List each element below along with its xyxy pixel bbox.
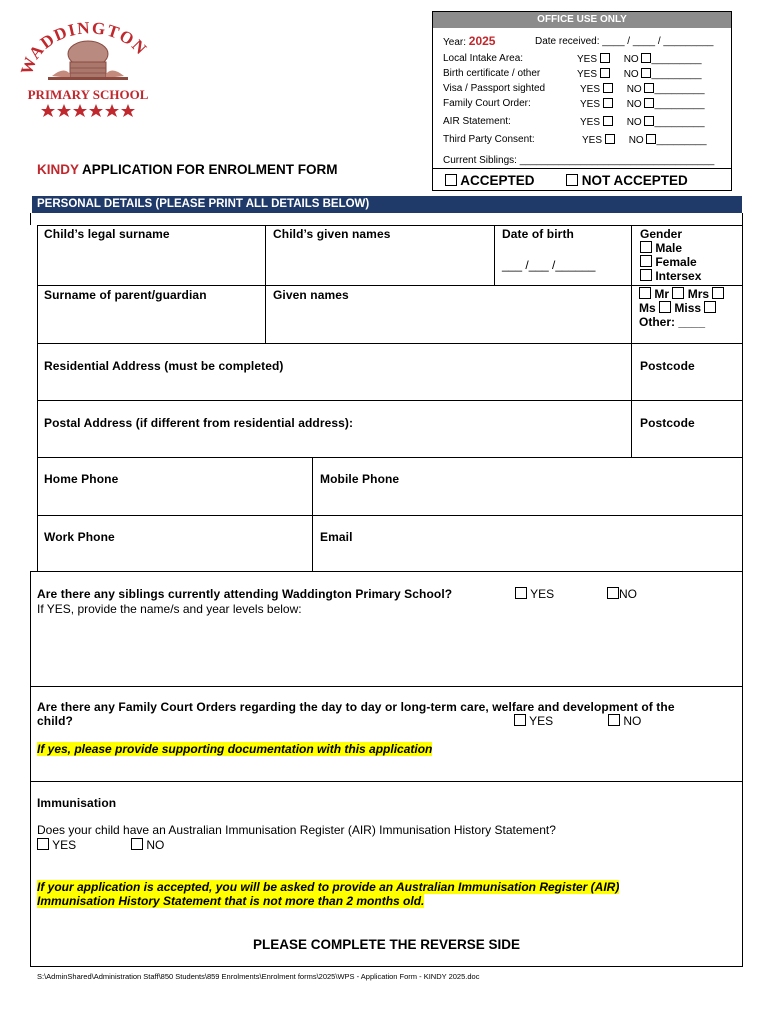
school-crest-icon — [18, 18, 158, 123]
immunisation-note-line1: If your application is accepted, you will be asked to provide an Australian Immunisation Register (AIR) — [37, 880, 620, 894]
office-checkbox[interactable] — [641, 68, 651, 78]
office-checkbox[interactable] — [644, 83, 654, 93]
immunisation-yes-checkbox[interactable] — [37, 838, 49, 850]
divider — [433, 168, 731, 169]
office-use-box — [432, 11, 732, 191]
office-row-label: AIR Statement: — [443, 116, 511, 127]
title-other-field[interactable]: Other: ____ — [639, 315, 706, 329]
office-yes-no: YES NO _________ — [580, 84, 705, 95]
childs-given-names-label: Child’s given names — [273, 227, 391, 241]
office-yes-no: YES NO _________ — [577, 69, 702, 80]
immunisation-yes-option[interactable]: YES — [37, 838, 76, 852]
mobile-phone-field[interactable] — [314, 488, 740, 513]
gender-intersex-option[interactable]: Intersex — [640, 269, 701, 283]
siblings-question: Are there any siblings currently attending Waddington Primary School? — [37, 587, 453, 601]
office-checkbox[interactable] — [644, 98, 654, 108]
residential-address-field[interactable] — [39, 375, 629, 398]
court-yes-checkbox[interactable] — [514, 714, 526, 726]
school-logo — [18, 18, 158, 123]
gender-male-option[interactable]: Male — [640, 241, 701, 255]
female-checkbox[interactable] — [640, 255, 652, 267]
immunisation-no-checkbox[interactable] — [131, 838, 143, 850]
footer-file-path: S:\AdminShared\Administration Staff\850 Students\859 Enrolments\Enrolment forms\2025\WPS - Application Form - KINDY 2025.doc — [37, 972, 480, 981]
gender-female-option[interactable]: Female — [640, 255, 701, 269]
office-year-value: 2025 — [468, 34, 496, 48]
office-row-label: Third Party Consent: — [443, 134, 535, 145]
postal-address-field[interactable] — [39, 432, 629, 455]
school-name-line2: PRIMARY SCHOOL — [27, 87, 149, 102]
siblings-yes-option[interactable]: YES — [515, 587, 554, 601]
postal-address-label: Postal Address (if different from residential address): — [44, 416, 354, 430]
postal-postcode-label: Postcode — [640, 416, 695, 430]
svg-text:WADDINGTON: WADDINGTON — [18, 18, 152, 78]
work-phone-field[interactable] — [39, 546, 310, 569]
office-checkbox[interactable] — [644, 116, 654, 126]
office-checkbox[interactable] — [603, 116, 613, 126]
office-current-siblings: Current Siblings: ___________________________________ — [443, 155, 715, 166]
office-checkbox[interactable] — [646, 134, 656, 144]
siblings-yes-checkbox[interactable] — [515, 587, 527, 599]
parent-surname-field[interactable] — [39, 304, 263, 341]
not-accepted-checkbox[interactable] — [566, 174, 578, 186]
home-phone-label: Home Phone — [44, 472, 119, 486]
office-row-label: Local Intake Area: — [443, 53, 524, 64]
office-checkbox[interactable] — [600, 68, 610, 78]
home-phone-field[interactable] — [39, 488, 310, 513]
title-group: Mr Mrs Ms Miss Other: ____ — [639, 287, 724, 329]
complete-reverse-notice: PLEASE COMPLETE THE REVERSE SIDE — [252, 937, 521, 952]
residential-postcode-label: Postcode — [640, 359, 695, 373]
email-label: Email — [320, 530, 353, 544]
office-yes-no: YES NO _________ — [580, 117, 705, 128]
personal-details-header: PERSONAL DETAILS (PLEASE PRINT ALL DETAILS BELOW) — [32, 196, 742, 213]
not-accepted-option[interactable]: NOT ACCEPTED — [566, 173, 688, 188]
court-yes-option[interactable]: YES — [514, 714, 553, 728]
residential-address-label: Residential Address (must be completed) — [44, 359, 284, 373]
gender-group — [640, 227, 701, 283]
miss-checkbox[interactable] — [704, 301, 716, 313]
office-row-label: Family Court Order: — [443, 98, 531, 109]
office-year-label: Year: 2025 — [443, 34, 496, 48]
mobile-phone-label: Mobile Phone — [320, 472, 400, 486]
immunisation-no-option[interactable]: NO — [131, 838, 164, 852]
parent-given-names-field[interactable] — [267, 304, 629, 341]
siblings-details-field[interactable] — [33, 620, 739, 682]
siblings-subtext: If YES, provide the name/s and year levels below: — [37, 602, 302, 616]
childs-surname-label: Child’s legal surname — [44, 227, 170, 241]
email-field[interactable] — [314, 546, 740, 569]
parent-surname-label: Surname of parent/guardian — [44, 288, 207, 302]
immunisation-note-line2: Immunisation History Statement that is not more than 2 months old. — [37, 894, 425, 908]
parent-given-names-label: Given names — [273, 288, 349, 302]
office-checkbox[interactable] — [641, 53, 651, 63]
immunisation-question: Does your child have an Australian Immunisation Register (AIR) Immunisation History Statement? — [37, 823, 556, 837]
court-no-checkbox[interactable] — [608, 714, 620, 726]
intersex-checkbox[interactable] — [640, 269, 652, 281]
office-checkbox[interactable] — [605, 134, 615, 144]
office-use-header: OFFICE USE ONLY — [433, 12, 731, 28]
mrs-extra-checkbox[interactable] — [712, 287, 724, 299]
siblings-no-checkbox[interactable] — [607, 587, 619, 599]
stars-decoration — [41, 104, 135, 117]
dob-label: Date of birth — [502, 227, 574, 241]
office-yes-no: YES NO _________ — [582, 135, 707, 146]
dob-field[interactable]: ___ /___ /______ — [502, 258, 596, 272]
form-title: KINDY APPLICATION FOR ENROLMENT FORM — [37, 162, 338, 177]
childs-given-names-field[interactable] — [267, 243, 492, 283]
court-orders-note: If yes, please provide supporting documentation with this application — [37, 742, 433, 756]
office-row-label: Visa / Passport sighted — [443, 83, 546, 94]
siblings-no-option[interactable]: NO — [607, 587, 637, 601]
accepted-option[interactable]: ACCEPTED — [445, 173, 535, 188]
ms-checkbox[interactable] — [659, 301, 671, 313]
accepted-checkbox[interactable] — [445, 174, 457, 186]
mrs-checkbox[interactable] — [672, 287, 684, 299]
childs-surname-field[interactable] — [39, 243, 263, 283]
immunisation-heading: Immunisation — [37, 796, 117, 810]
work-phone-label: Work Phone — [44, 530, 115, 544]
office-checkbox[interactable] — [600, 53, 610, 63]
office-checkbox[interactable] — [603, 98, 613, 108]
office-date-received: Date received: ____ / ____ / _________ — [535, 36, 714, 47]
office-yes-no: YES NO _________ — [577, 54, 702, 65]
male-checkbox[interactable] — [640, 241, 652, 253]
court-orders-question-line2: child? — [37, 714, 73, 728]
office-row-label: Birth certificate / other — [443, 68, 541, 79]
office-checkbox[interactable] — [603, 83, 613, 93]
court-orders-question-line1: Are there any Family Court Orders regarding the day to day or long-term care, welfare and development of the — [37, 700, 675, 714]
court-no-option[interactable]: NO — [608, 714, 641, 728]
gender-label: Gender — [640, 227, 683, 241]
office-yes-no: YES NO _________ — [580, 99, 705, 110]
mr-checkbox[interactable] — [639, 287, 651, 299]
